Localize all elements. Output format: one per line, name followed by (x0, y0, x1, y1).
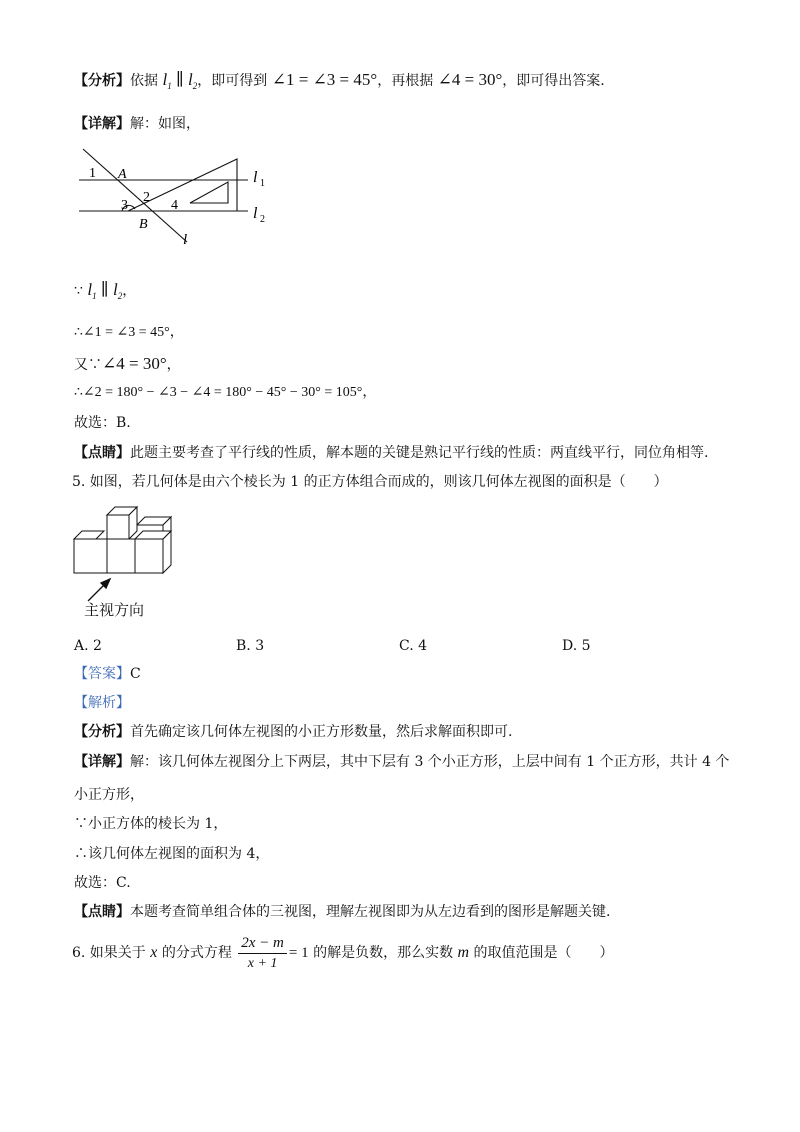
angle-4-equation: ∠4 = 30° (437, 70, 503, 89)
analysis-text-1: 依据 (130, 73, 158, 89)
angle-equation: ∠1 = ∠3 = 45° (271, 70, 378, 89)
set-square-inner (190, 182, 228, 203)
option-d: D. 5 (562, 638, 591, 654)
proof-therefore-1: ∴∠1 = ∠3 = 45°， (74, 325, 184, 340)
answer-tag: 【答案】 (74, 666, 130, 682)
comment-1-text: 此题主要考查了平行线的性质，解本题的关键是熟记平行线的性质：两直线平行，同位角相等. (130, 445, 709, 461)
label-angle-2: 2 (143, 190, 150, 205)
detail-2-cont: 小正方形， (74, 787, 144, 803)
label-angle-3: 3 (121, 198, 128, 213)
detail-tag: 【详解】 (74, 116, 130, 132)
label-l1: l (253, 169, 258, 186)
question-5-stem: 5. 如图，若几何体是由六个棱长为 1 的正方体组合而成的，则该几何体左视图的面积是（ ） (72, 474, 668, 490)
detail-2: 【详解】解：该几何体左视图分上下两层，其中下层有 3 个小正方形，上层中间有 1 个正方形，共计 4 个 (74, 754, 730, 770)
proof-choice: 故选：B. (74, 415, 131, 431)
analysis-line (74, 70, 605, 96)
line-l1: $l_1$ ∥ $l_2$ (162, 70, 198, 91)
label-l2: l (253, 205, 258, 222)
analysis-text-3: ，再根据 (377, 73, 434, 89)
angle-4-value: ∠4 = 30° (102, 354, 167, 373)
detail-2-choice: 故选：C. (74, 875, 131, 891)
transversal-l (83, 149, 187, 242)
analysis-tag: 【分析】 (74, 73, 130, 89)
parallel-lines-figure (70, 140, 280, 250)
label-angle-1: 1 (89, 166, 96, 181)
proof-also: 又∵∠4 = 30°， (74, 354, 181, 373)
label-l2-sub: 2 (260, 214, 265, 225)
analysis-text-4: ，即可得出答案. (502, 73, 605, 89)
fraction-equation: $\frac{2x - m}{x + 1}$ (238, 933, 287, 974)
option-b: B. 3 (236, 638, 265, 654)
proof-because: ∵ $l_1$ ∥ $l_2$， (74, 280, 137, 301)
label-point-A: A (118, 167, 127, 182)
option-c: C. 4 (399, 638, 428, 654)
label-point-B: B (139, 217, 148, 232)
comment-2: 【点睛】本题考查简单组合体的三视图，理解左视图即为从左边看到的图形是解题关键. (74, 904, 611, 920)
detail-line (74, 114, 200, 134)
detail-2-line4: ∴该几何体左视图的面积为 4， (74, 846, 270, 862)
question-6-stem: 6. 如果关于 x 的分式方程 $\frac{2x - m}{x + 1}$ = 1 的解是负数，那么实数 m 的取值范围是（ ） (72, 932, 614, 974)
answer-line (74, 664, 141, 684)
comment-1-tag: 【点睛】 (74, 445, 130, 461)
label-angle-4: 4 (171, 198, 178, 213)
view-direction-label: 主视方向 (84, 601, 145, 619)
explain-tag: 【解析】 (74, 695, 130, 711)
label-l1-sub: 1 (260, 178, 265, 189)
analysis-text-2: ，即可得到 (197, 73, 268, 89)
cube-assembly-figure (70, 495, 180, 615)
label-line-l: l (183, 232, 188, 248)
analysis-2: 【分析】首先确定该几何体左视图的小正方形数量，然后求解面积即可. (74, 724, 513, 740)
detail-2-line3: ∵小正方体的棱长为 1， (74, 816, 228, 832)
detail-text: 解：如图， (130, 116, 200, 132)
answer-value: C (130, 666, 141, 682)
comment-1 (74, 443, 708, 463)
option-a: A. 2 (74, 638, 102, 654)
proof-therefore-2: ∴∠2 = 180° − ∠3 − ∠4 = 180° − 45° − 30° = 105°， (74, 385, 377, 400)
